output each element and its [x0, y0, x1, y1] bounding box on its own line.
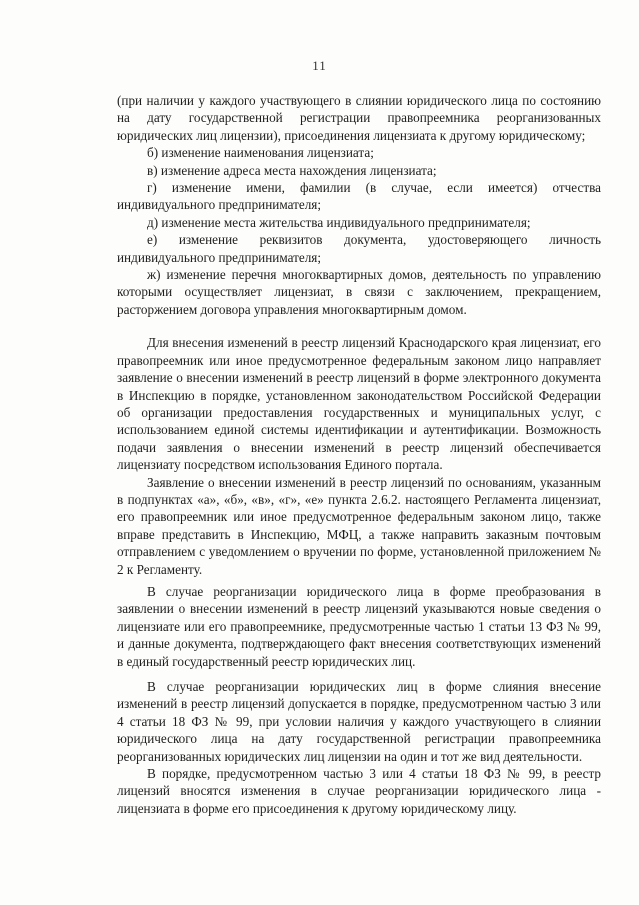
paragraph-accession: В порядке, предусмотренном частью 3 или 4 статьи 18 ФЗ № 99, в реестр лицензий вносятся изменения в случае реорганизации юридического лица - лицензиата в форме его присоединения к другому юридическому лицу.	[117, 766, 601, 816]
paragraph-transformation: В случае реорганизации юридического лица в форме преобразования в заявлении о внесении изменений в реестр лицензий указываются новые сведения о лицензиате или его правопреемнике, предусмотренные частью 1 статьи 13 ФЗ № 99, и данные документа, подтверждающего факт внесения соответствующих изменений в единый государственный реестр юридических лиц.	[117, 583, 601, 669]
paragraph-merger: В случае реорганизации юридических лиц в форме слияния внесение изменений в реестр лицензий допускается в порядке, предусмотренном частью 3 или 4 статьи 18 ФЗ № 99, при условии наличия у каждого участвующего в слиянии юридического лица на дату государственной регистрации правопреемника реорганизованных юридических лиц лицензии на один и тот же вид деятельности.	[117, 679, 601, 764]
paragraph-paper-submission: Заявление о внесении изменений в реестр лицензий по основаниям, указанным в подпунктах «а», «б», «в», «г», «е» пункта 2.6.2. настоящего Регламента лицензиат, его правопреемник или иное предусмотренное федеральным законом лицо, также вправе представить в Инспекцию, МФЦ, а также направить заказным почтовым отправлением с уведомлением о вручении по форме, установленной приложением № 2 к Регламенту.	[117, 474, 601, 577]
paragraph-electronic-submission: Для внесения изменений в реестр лицензий Краснодарского края лицензиат, его правопреемник или иное предусмотренное федеральным законом лицо направляет заявление о внесении изменений в реестр лицензий в форме электронного документа в Инспекцию в порядке, установленном законодательством Российской Федерации об организации предоставления государственных и муниципальных услуг, с использованием единой системы идентификации и аутентификации. Возможность подачи заявления о внесении изменений в реестр лицензий обеспечивается лицензиату посредством использования Единого портала.	[117, 335, 601, 473]
document-body	[117, 92, 601, 817]
list-item-d: д) изменение места жительства индивидуального предпринимателя;	[147, 214, 531, 230]
list-item-b: б) изменение наименования лицензиата;	[147, 145, 374, 161]
list-item-g: г) изменение имени, фамилии (в случае, если имеется) отчества индивидуального предпринимателя;	[117, 180, 601, 213]
paragraph-continuation: (при наличии у каждого участвующего в слиянии юридического лица по состоянию на дату государственной регистрации правопреемника реорганизованных юридических лиц лицензии), присоединения лицензиата к другому юридическому;	[117, 93, 601, 143]
page-number: 11	[312, 58, 327, 73]
list-item-zh: ж) изменение перечня многоквартирных домов, деятельность по управлению которыми осуществляет лицензиат, в связи с заключением, прекращением, расторжением договора управления многоквартирным домом.	[117, 267, 601, 317]
list-item-v: в) изменение адреса места нахождения лицензиата;	[147, 162, 437, 178]
list-item-e: е) изменение реквизитов документа, удостоверяющего личность индивидуального предпринимателя;	[117, 232, 601, 265]
section-gap	[117, 318, 601, 334]
